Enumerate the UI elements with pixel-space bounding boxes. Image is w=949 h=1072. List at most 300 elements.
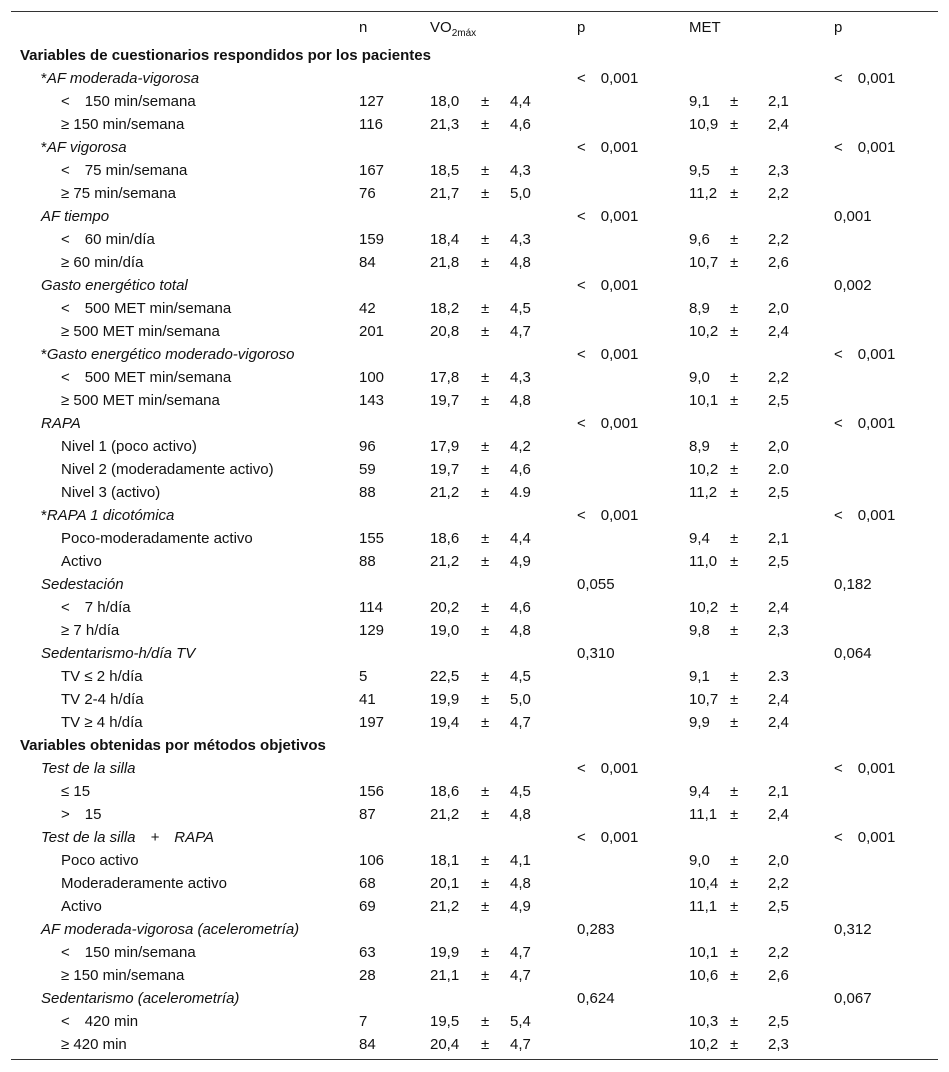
met-plus-minus: ±	[730, 622, 739, 639]
variable-row	[11, 412, 938, 435]
vo2-sd: 5,4	[510, 1013, 531, 1031]
vo2-sd: 4,1	[510, 852, 531, 870]
variable-row	[11, 504, 938, 527]
vo2-mean: 18,5	[430, 161, 460, 179]
results-table	[11, 11, 938, 1060]
vo2-mean: 18,6	[430, 529, 460, 547]
category-label: ≥ 7 h/día	[61, 622, 120, 639]
category-label: ≥ 150 min/semana	[61, 967, 185, 985]
category-label: Poco-moderadamente activo	[61, 529, 253, 547]
category-row	[11, 1033, 938, 1056]
n-value: 167	[359, 161, 385, 179]
p-value-vo2: < 0,001	[577, 345, 639, 363]
category-label: < 150 min/semana	[61, 944, 196, 962]
n-value: 127	[359, 92, 385, 110]
n-value: 68	[359, 875, 376, 893]
category-row	[11, 665, 938, 688]
variable-row	[11, 757, 938, 780]
category-row	[11, 964, 938, 987]
vo2-plus-minus: ±	[481, 783, 490, 801]
variable-label	[41, 67, 199, 90]
met-mean: 9,5	[689, 161, 710, 179]
vo2-sd: 4,3	[510, 230, 531, 248]
category-row	[11, 90, 938, 113]
met-sd: 2,4	[768, 115, 789, 133]
vo2-mean: 18,0	[430, 92, 460, 110]
vo2-mean: 18,6	[430, 783, 460, 801]
met-mean: 11,1	[689, 806, 718, 824]
met-plus-minus: ±	[730, 115, 739, 133]
p-value-met: < 0,001	[834, 506, 896, 524]
variable-row	[11, 573, 938, 596]
met-plus-minus: ±	[730, 299, 739, 317]
met-plus-minus: ±	[730, 1036, 739, 1054]
variable-label	[41, 412, 81, 435]
met-mean: 9,9	[689, 714, 710, 732]
met-plus-minus: ±	[730, 161, 739, 179]
vo2-sd: 4,7	[510, 322, 531, 340]
category-row	[11, 895, 938, 918]
top-rule	[11, 11, 938, 12]
vo2-plus-minus: ±	[481, 806, 490, 824]
category-row	[11, 596, 938, 619]
category-label: ≥ 150 min/semana	[61, 115, 185, 133]
met-plus-minus: ±	[730, 783, 739, 801]
met-mean: 11,2	[689, 184, 718, 202]
n-value: 201	[359, 322, 385, 340]
vo2-mean: 21,2	[430, 552, 460, 570]
met-mean: 9,6	[689, 230, 710, 248]
vo2-mean: 17,9	[430, 437, 460, 455]
vo2-plus-minus: ±	[481, 322, 490, 340]
n-value: 76	[359, 184, 376, 202]
header-vo2-subscript: 2máx	[451, 28, 477, 39]
vo2-mean: 18,4	[430, 230, 460, 248]
category-row	[11, 366, 938, 389]
vo2-sd: 4,3	[510, 161, 531, 179]
variable-label	[41, 205, 109, 228]
vo2-plus-minus: ±	[481, 299, 490, 317]
category-label: < 150 min/semana	[61, 92, 196, 110]
category-row	[11, 297, 938, 320]
p-value-met: < 0,001	[834, 414, 896, 432]
met-plus-minus: ±	[730, 668, 739, 685]
category-label: < 500 MET min/semana	[61, 299, 232, 317]
p-value-vo2: < 0,001	[577, 414, 639, 432]
n-value: 116	[359, 115, 383, 133]
vo2-sd: 4,7	[510, 714, 531, 732]
header-n: n	[359, 19, 368, 36]
vo2-mean: 19,7	[430, 391, 460, 409]
vo2-sd: 4,8	[510, 806, 531, 824]
vo2-plus-minus: ±	[481, 944, 490, 962]
n-value: 197	[359, 714, 385, 732]
vo2-mean: 17,8	[430, 368, 460, 386]
n-value: 159	[359, 230, 385, 248]
category-row	[11, 803, 938, 826]
met-plus-minus: ±	[730, 529, 739, 547]
category-row	[11, 619, 938, 642]
variable-name: AF tiempo	[41, 207, 110, 225]
n-value: 84	[359, 253, 376, 271]
met-mean: 10,1	[689, 944, 719, 962]
met-plus-minus: ±	[730, 92, 739, 110]
vo2-plus-minus: ±	[481, 483, 490, 501]
variable-label	[41, 987, 239, 1010]
met-sd: 2,1	[768, 92, 789, 110]
met-plus-minus: ±	[730, 483, 739, 501]
category-row	[11, 320, 938, 343]
vo2-mean: 19,9	[430, 691, 460, 709]
vo2-plus-minus: ±	[481, 368, 490, 386]
p-value-met: 0,312	[834, 921, 872, 939]
vo2-sd: 4,4	[510, 92, 531, 110]
met-plus-minus: ±	[730, 253, 739, 271]
met-sd: 2,0	[768, 299, 789, 317]
section-title: Variables obtenidas por métodos objetivos	[20, 737, 326, 755]
met-mean: 11,0	[689, 552, 718, 570]
met-plus-minus: ±	[730, 184, 739, 202]
vo2-mean: 20,8	[430, 322, 460, 340]
met-sd: 2,2	[768, 184, 789, 202]
met-mean: 10,6	[689, 967, 719, 985]
variable-label	[41, 343, 294, 366]
category-label: Nivel 2 (moderadamente activo)	[61, 460, 274, 478]
vo2-plus-minus: ±	[481, 1013, 490, 1031]
met-plus-minus: ±	[730, 599, 739, 616]
n-value: 84	[359, 1036, 376, 1054]
variable-name: Sedentarismo-h/día TV	[41, 645, 196, 662]
category-row	[11, 941, 938, 964]
asterisk-mark: *	[41, 138, 47, 156]
category-row	[11, 159, 938, 182]
met-sd: 2,4	[768, 599, 789, 616]
category-row	[11, 481, 938, 504]
variable-name: Gasto energético moderado-vigoroso	[46, 345, 295, 363]
vo2-sd: 4,7	[510, 1036, 531, 1054]
met-plus-minus: ±	[730, 322, 739, 340]
met-sd: 2.3	[768, 668, 789, 685]
variable-label	[41, 274, 188, 297]
vo2-mean: 19,4	[430, 714, 460, 732]
category-row	[11, 1010, 938, 1033]
met-plus-minus: ±	[730, 391, 739, 409]
vo2-plus-minus: ±	[481, 967, 490, 985]
p-value-vo2: < 0,001	[577, 207, 639, 225]
met-sd: 2,4	[768, 714, 789, 732]
variable-name: Gasto energético total	[41, 276, 188, 294]
vo2-sd: 4,8	[510, 391, 531, 409]
asterisk-mark: *	[41, 69, 47, 87]
vo2-plus-minus: ±	[481, 714, 490, 732]
variable-row	[11, 642, 938, 665]
met-sd: 2,3	[768, 161, 789, 179]
p-value-met: 0,067	[834, 990, 872, 1008]
category-label: ≤ 15	[61, 783, 91, 801]
met-sd: 2,4	[768, 691, 789, 709]
vo2-plus-minus: ±	[481, 184, 490, 202]
vo2-plus-minus: ±	[481, 852, 490, 870]
vo2-sd: 4,6	[510, 599, 531, 616]
met-plus-minus: ±	[730, 714, 739, 732]
category-label: < 420 min	[61, 1013, 139, 1031]
category-label: Moderaderamente activo	[61, 875, 227, 893]
category-label: < 7 h/día	[61, 599, 131, 616]
vo2-plus-minus: ±	[481, 1036, 490, 1054]
header-row	[11, 16, 938, 39]
vo2-sd: 4,8	[510, 622, 531, 639]
p-value-met: < 0,001	[834, 138, 896, 156]
variable-name: Test de la silla + RAPA	[41, 829, 214, 847]
vo2-plus-minus: ±	[481, 437, 490, 455]
header-met: MET	[689, 19, 721, 36]
variable-label	[41, 757, 136, 780]
met-sd: 2,5	[768, 483, 789, 501]
n-value: 88	[359, 483, 376, 501]
vo2-sd: 4,4	[510, 529, 531, 547]
met-plus-minus: ±	[730, 368, 739, 386]
category-label: Poco activo	[61, 852, 139, 870]
bottom-rule	[11, 1059, 938, 1060]
n-value: 96	[359, 437, 376, 455]
met-sd: 2,5	[768, 552, 789, 570]
met-mean: 11,2	[689, 483, 718, 501]
met-mean: 10,2	[689, 322, 719, 340]
vo2-mean: 19,7	[430, 460, 460, 478]
variable-name: RAPA	[41, 414, 81, 432]
vo2-sd: 4,5	[510, 668, 531, 685]
vo2-sd: 4,9	[510, 552, 531, 570]
vo2-mean: 20,2	[430, 599, 460, 616]
variable-name: AF moderada-vigorosa (acelerometría)	[41, 921, 300, 939]
p-value-met: 0,001	[834, 207, 872, 225]
n-value: 129	[359, 622, 385, 639]
met-sd: 2,1	[768, 529, 789, 547]
vo2-plus-minus: ±	[481, 875, 490, 893]
category-label: < 60 min/día	[61, 230, 155, 248]
met-mean: 10,2	[689, 599, 719, 616]
p-value-met: < 0,001	[834, 345, 896, 363]
p-value-vo2: 0,624	[577, 990, 615, 1008]
vo2-mean: 19,9	[430, 944, 460, 962]
category-label: > 15	[61, 806, 102, 824]
header-p-vo2: p	[577, 19, 586, 36]
category-row	[11, 389, 938, 412]
vo2-mean: 20,1	[430, 875, 460, 893]
p-value-met: < 0,001	[834, 829, 896, 847]
met-sd: 2,6	[768, 253, 789, 271]
variable-row	[11, 826, 938, 849]
met-mean: 9,1	[689, 668, 710, 685]
category-label: ≥ 500 MET min/semana	[61, 391, 220, 409]
met-sd: 2,5	[768, 391, 789, 409]
met-plus-minus: ±	[730, 967, 739, 985]
vo2-sd: 4,7	[510, 944, 531, 962]
category-label: Activo	[61, 552, 102, 570]
vo2-sd: 4,5	[510, 783, 531, 801]
p-value-met: 0,064	[834, 645, 872, 662]
category-label: ≥ 75 min/semana	[61, 184, 176, 202]
category-label: Activo	[61, 898, 102, 916]
vo2-mean: 20,4	[430, 1036, 460, 1054]
vo2-sd: 4.9	[510, 483, 531, 501]
p-value-vo2: < 0,001	[577, 138, 639, 156]
met-plus-minus: ±	[730, 1013, 739, 1031]
vo2-sd: 4,2	[510, 437, 531, 455]
p-value-vo2: < 0,001	[577, 69, 639, 87]
met-plus-minus: ±	[730, 230, 739, 248]
n-value: 7	[359, 1013, 368, 1031]
met-sd: 2,0	[768, 852, 789, 870]
variable-row	[11, 274, 938, 297]
vo2-mean: 19,0	[430, 622, 460, 639]
variable-name: Test de la silla	[41, 760, 136, 778]
category-row	[11, 458, 938, 481]
n-value: 59	[359, 460, 376, 478]
variable-label	[41, 504, 174, 527]
met-mean: 10,2	[689, 460, 719, 478]
category-row	[11, 711, 938, 734]
met-plus-minus: ±	[730, 806, 739, 824]
variable-row	[11, 136, 938, 159]
met-mean: 10,7	[689, 253, 719, 271]
category-label: Nivel 1 (poco activo)	[61, 437, 197, 455]
category-row	[11, 550, 938, 573]
category-row	[11, 780, 938, 803]
n-value: 41	[359, 691, 376, 709]
met-plus-minus: ±	[730, 852, 739, 870]
vo2-sd: 4,3	[510, 368, 531, 386]
vo2-mean: 21,3	[430, 115, 460, 133]
n-value: 63	[359, 944, 376, 962]
n-value: 28	[359, 967, 376, 985]
vo2-plus-minus: ±	[481, 115, 490, 133]
vo2-mean: 21,2	[430, 898, 460, 916]
vo2-plus-minus: ±	[481, 552, 490, 570]
p-value-met: 0,002	[834, 276, 872, 294]
variable-label	[41, 642, 195, 665]
vo2-mean: 21,2	[430, 483, 460, 501]
category-row	[11, 688, 938, 711]
asterisk-mark: *	[41, 345, 47, 363]
vo2-sd: 4,6	[510, 460, 531, 478]
met-mean: 9,0	[689, 852, 710, 870]
vo2-plus-minus: ±	[481, 529, 490, 547]
category-row	[11, 435, 938, 458]
met-mean: 10,7	[689, 691, 719, 709]
vo2-sd: 4,7	[510, 967, 531, 985]
p-value-vo2: 0,283	[577, 921, 615, 939]
met-sd: 2,2	[768, 875, 789, 893]
met-mean: 11,1	[689, 898, 718, 916]
variable-name: Sedentarismo (acelerometría)	[41, 990, 240, 1008]
variable-label	[41, 136, 127, 159]
n-value: 143	[359, 391, 385, 409]
met-plus-minus: ±	[730, 691, 739, 709]
met-sd: 2,1	[768, 783, 789, 801]
p-value-vo2: < 0,001	[577, 506, 639, 524]
met-plus-minus: ±	[730, 944, 739, 962]
variable-row	[11, 987, 938, 1010]
n-value: 5	[359, 668, 368, 685]
category-label: < 500 MET min/semana	[61, 368, 232, 386]
category-label: TV ≥ 4 h/día	[61, 714, 143, 732]
vo2-plus-minus: ±	[481, 599, 490, 616]
variable-row	[11, 343, 938, 366]
vo2-mean: 21,1	[430, 967, 460, 985]
category-label: TV ≤ 2 h/día	[61, 668, 143, 685]
variable-label	[41, 573, 124, 596]
met-sd: 2,6	[768, 967, 789, 985]
vo2-plus-minus: ±	[481, 230, 490, 248]
met-mean: 9,4	[689, 529, 710, 547]
variable-name: RAPA 1 dicotómica	[46, 506, 175, 524]
n-value: 69	[359, 898, 376, 916]
p-value-met: < 0,001	[834, 69, 896, 87]
met-sd: 2,2	[768, 368, 789, 386]
met-mean: 9,8	[689, 622, 710, 639]
variable-name: AF moderada-vigorosa	[46, 69, 200, 87]
met-sd: 2,4	[768, 806, 789, 824]
variable-label	[41, 826, 214, 849]
category-label: TV 2-4 h/día	[61, 691, 144, 709]
vo2-plus-minus: ±	[481, 161, 490, 179]
n-value: 100	[359, 368, 385, 386]
vo2-mean: 22,5	[430, 668, 460, 685]
vo2-plus-minus: ±	[481, 622, 490, 639]
met-plus-minus: ±	[730, 875, 739, 893]
variable-row	[11, 918, 938, 941]
section-header-row	[11, 734, 938, 757]
vo2-plus-minus: ±	[481, 253, 490, 271]
met-mean: 9,1	[689, 92, 710, 110]
variable-name: Sedestación	[41, 576, 124, 593]
vo2-sd: 4,9	[510, 898, 531, 916]
category-row	[11, 228, 938, 251]
vo2-mean: 21,7	[430, 184, 460, 202]
header-p-met: p	[834, 19, 843, 36]
p-value-vo2: < 0,001	[577, 276, 639, 294]
variable-row	[11, 205, 938, 228]
met-plus-minus: ±	[730, 898, 739, 916]
p-value-met: < 0,001	[834, 760, 896, 778]
met-mean: 10,9	[689, 115, 719, 133]
section-header-row	[11, 44, 938, 67]
variable-row	[11, 67, 938, 90]
section-title: Variables de cuestionarios respondidos por los pacientes	[20, 46, 431, 64]
met-mean: 10,3	[689, 1013, 719, 1031]
n-value: 42	[359, 299, 376, 317]
category-row	[11, 182, 938, 205]
category-label: Nivel 3 (activo)	[61, 483, 161, 501]
met-plus-minus: ±	[730, 552, 739, 570]
met-mean: 10,1	[689, 391, 719, 409]
met-mean: 9,0	[689, 368, 710, 386]
met-sd: 2,2	[768, 944, 789, 962]
vo2-sd: 4,8	[510, 253, 531, 271]
n-value: 156	[359, 783, 385, 801]
category-label: ≥ 420 min	[61, 1036, 127, 1054]
category-label: ≥ 60 min/día	[61, 253, 144, 271]
n-value: 87	[359, 806, 376, 824]
vo2-plus-minus: ±	[481, 668, 490, 685]
category-row	[11, 113, 938, 136]
met-plus-minus: ±	[730, 460, 739, 478]
vo2-sd: 4,6	[510, 115, 531, 133]
p-value-vo2: < 0,001	[577, 760, 639, 778]
met-sd: 2,5	[768, 1013, 789, 1031]
vo2-plus-minus: ±	[481, 691, 490, 709]
